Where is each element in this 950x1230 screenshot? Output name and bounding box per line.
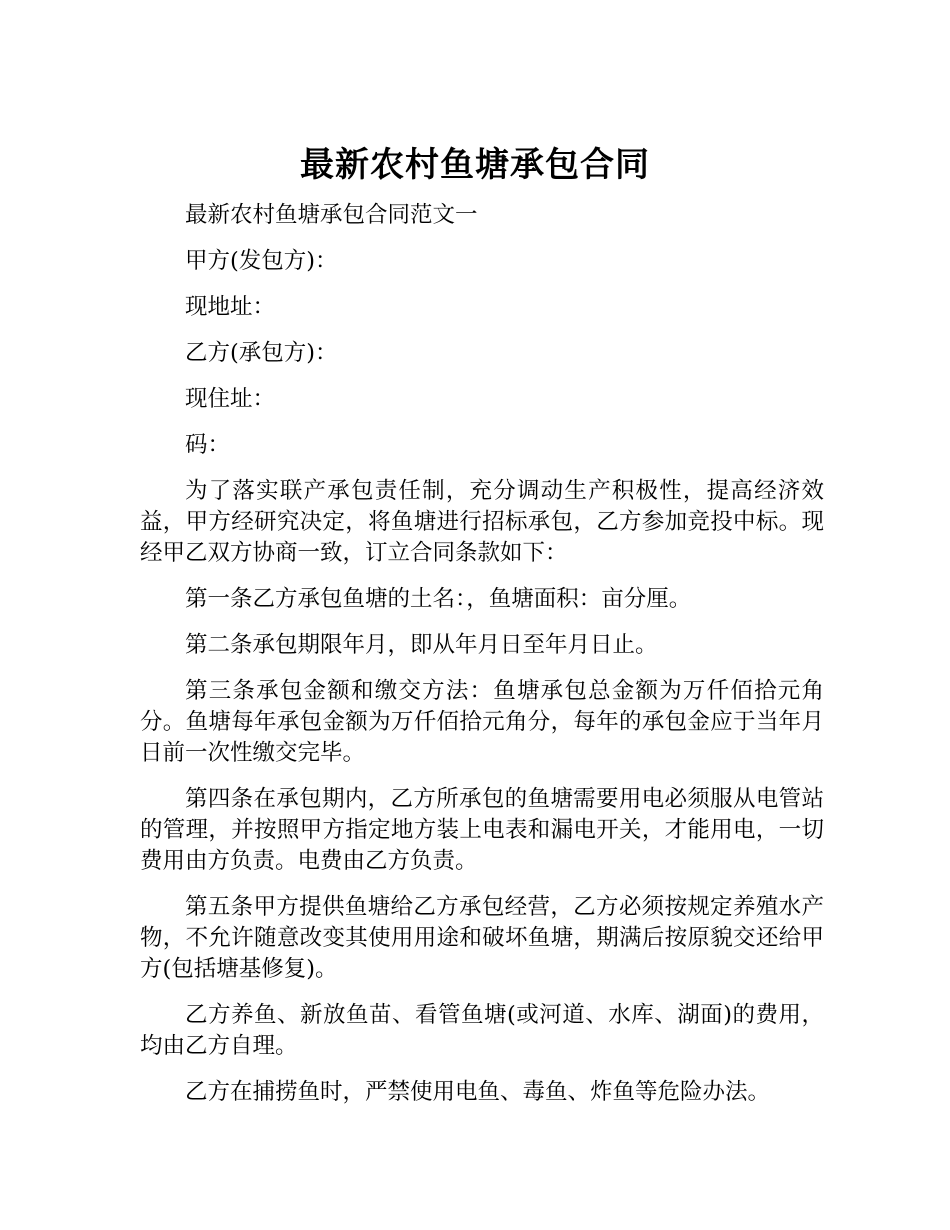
document-title: 最新农村鱼塘承包合同 — [300, 144, 650, 185]
expense-paragraph: 乙方养鱼、新放鱼苗、看管鱼塘(或河道、水库、湖面)的费用，均由乙方自理。 — [140, 1002, 824, 1059]
party-a-field: 甲方(发包方)： — [185, 248, 338, 274]
clause-2-paragraph: 第二条承包期限年月，即从年月日至年月日止。 — [185, 632, 658, 658]
party-b-field: 乙方(承包方)： — [185, 340, 338, 366]
preamble-paragraph: 为了落实联产承包责任制，充分调动生产积极性，提高经济效益，甲方经研究决定，将鱼塘进行招标承包，乙方参加竞投中标。现经甲乙双方协商一致，订立合同条款如下： — [140, 478, 824, 566]
clause-1-paragraph: 第一条乙方承包鱼塘的土名：，鱼塘面积：亩分厘。 — [185, 586, 692, 612]
document-body — [140, 200, 824, 1123]
fishing-rule-paragraph: 乙方在捕捞鱼时，严禁使用电鱼、毒鱼、炸鱼等危险办法。 — [185, 1079, 771, 1105]
clause-4-paragraph: 第四条在承包期内，乙方所承包的鱼塘需要用电必须服从电管站的管理，并按照甲方指定地方装上电表和漏电开关，才能用电，一切费用由方负责。电费由乙方负责。 — [140, 786, 824, 874]
subtitle-paragraph: 最新农村鱼塘承包合同范文一 — [185, 202, 478, 228]
party-a-address-field: 现地址： — [185, 294, 276, 320]
code-field: 码： — [185, 432, 231, 458]
party-b-address-field: 现住址： — [185, 386, 276, 412]
clause-5-paragraph: 第五条甲方提供鱼塘给乙方承包经营，乙方必须按规定养殖水产物，不允许随意改变其使用用途和破坏鱼塘，期满后按原貌交还给甲方(包括塘基修复)。 — [140, 894, 824, 982]
clause-3-paragraph: 第三条承包金额和缴交方法：鱼塘承包总金额为万仟佰拾元角分。鱼塘每年承包金额为万仟佰拾元角分，每年的承包金应于当年月日前一次性缴交完毕。 — [140, 678, 824, 766]
